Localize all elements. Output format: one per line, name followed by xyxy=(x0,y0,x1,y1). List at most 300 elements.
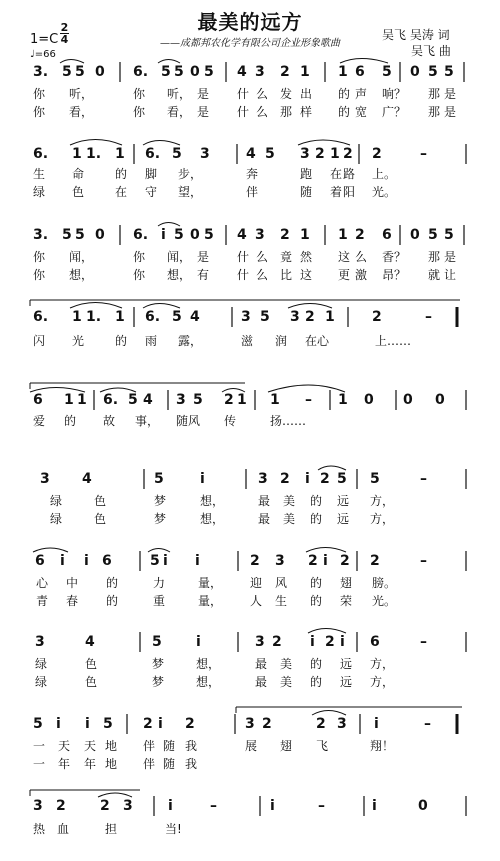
note: 1. xyxy=(86,309,102,325)
lyric-syllable: 的 xyxy=(310,594,323,608)
note: i xyxy=(163,553,168,569)
lyric-syllable: 命 xyxy=(72,167,85,181)
lyric-syllable: 竟 xyxy=(280,250,293,264)
slur xyxy=(98,793,132,797)
lyric-syllable: 润 xyxy=(275,334,288,348)
note: i xyxy=(196,634,201,650)
lyric-syllable: 绿 xyxy=(35,657,48,671)
lyric-syllable: 听， xyxy=(69,87,94,101)
lyric-syllable: 是 xyxy=(197,250,210,264)
lyric-syllable: 奔 xyxy=(246,167,259,181)
note: 1 xyxy=(270,392,280,408)
note: 3 xyxy=(255,227,265,243)
note: 5 xyxy=(260,309,270,325)
lyric-syllable: 出 xyxy=(300,87,313,101)
lyric-syllable: 色 xyxy=(85,657,98,671)
lyric-syllable: 响？ xyxy=(382,87,407,101)
lyric-syllable: 方， xyxy=(370,657,395,671)
lyric-syllable: 你 xyxy=(33,268,46,282)
note: – xyxy=(420,471,427,487)
slur xyxy=(268,385,345,392)
lyric-syllable: 跑 xyxy=(300,167,313,181)
slur xyxy=(70,303,122,309)
slur xyxy=(143,141,180,146)
score-row xyxy=(35,632,466,689)
note: 3 xyxy=(200,146,210,162)
note: 2 xyxy=(280,64,290,80)
lyric-syllable: 绿 xyxy=(35,675,48,689)
note: 0 xyxy=(403,392,413,408)
note: 1 xyxy=(330,146,340,162)
lyric-syllable: 色 xyxy=(94,494,107,508)
lyric-syllable: 上…… xyxy=(375,334,412,348)
lyric-syllable: 香？ xyxy=(382,250,407,264)
note: 6. xyxy=(133,64,149,80)
lyric-syllable: 美 xyxy=(283,494,296,508)
note: 5 xyxy=(62,64,72,80)
note: 2 xyxy=(262,716,272,732)
lyric-syllable: 扬…… xyxy=(270,414,307,428)
note: 1 xyxy=(115,146,125,162)
lyric-syllable: 远 xyxy=(337,512,350,526)
lyric-syllable: 色 xyxy=(94,512,107,526)
lyric-syllable: 的 xyxy=(115,167,128,181)
lyric-syllable: 么 xyxy=(256,268,269,282)
slur xyxy=(158,223,180,227)
lyric-syllable: 方， xyxy=(370,675,395,689)
note: 5 xyxy=(444,227,454,243)
note: – xyxy=(210,798,217,814)
note: 0 xyxy=(364,392,374,408)
lyric-syllable: 梦 xyxy=(152,675,165,689)
score-row xyxy=(33,307,457,348)
note: 4 xyxy=(85,634,95,650)
note: i xyxy=(56,716,61,732)
lyric-syllable: 什 xyxy=(237,105,250,119)
lyric-syllable: 远 xyxy=(340,657,353,671)
note: 5 xyxy=(193,392,203,408)
song-subtitle: ——成都邦农化学有限公司企业形象歌曲 xyxy=(160,38,340,49)
lyric-syllable: 随 xyxy=(163,739,176,753)
key-signature: 1=C xyxy=(30,32,59,47)
lyric-syllable: 随风 xyxy=(176,414,201,428)
lyric-syllable: 量， xyxy=(198,594,223,608)
lyric-syllable: 最 xyxy=(255,657,268,671)
lyric-syllable: 的 xyxy=(64,414,77,428)
note: 2 xyxy=(355,227,365,243)
note: 2 xyxy=(320,471,330,487)
lyric-syllable: 色 xyxy=(72,185,85,199)
lyric-syllable: 我 xyxy=(185,739,198,753)
note: 2 xyxy=(272,634,282,650)
lyric-syllable: 你 xyxy=(133,105,146,119)
note: 6. xyxy=(145,309,161,325)
note: 1 xyxy=(338,392,348,408)
note: 3 xyxy=(300,146,310,162)
lyric-syllable: 方， xyxy=(370,512,395,526)
lyric-syllable: 美 xyxy=(280,657,293,671)
note: 2 xyxy=(308,553,318,569)
lyric-syllable: 闻， xyxy=(69,250,94,264)
lyric-syllable: 是 xyxy=(444,250,457,264)
lyric-syllable: 伴 xyxy=(246,185,259,199)
note: 1 xyxy=(72,146,82,162)
note: 5 xyxy=(204,64,214,80)
note: 4 xyxy=(82,471,92,487)
score-row xyxy=(35,551,466,608)
note: 0 xyxy=(418,798,428,814)
note: 5 xyxy=(62,227,72,243)
note: 5 xyxy=(174,227,184,243)
note: i xyxy=(195,553,200,569)
lyric-syllable: 青 xyxy=(36,594,49,608)
note: i xyxy=(161,227,166,243)
note: 3 xyxy=(245,716,255,732)
lyric-syllable: 担 xyxy=(105,822,118,836)
lyric-syllable: 闻， xyxy=(167,250,192,264)
note: 2 xyxy=(305,309,315,325)
lyric-syllable: 那 xyxy=(428,105,441,119)
note: 5 xyxy=(33,716,43,732)
note: 1 xyxy=(300,64,310,80)
lyric-syllable: 就 xyxy=(428,268,441,282)
note: 5 xyxy=(172,309,182,325)
note: 5 xyxy=(174,64,184,80)
score-row xyxy=(40,469,466,526)
lyric-syllable: 心 xyxy=(36,576,49,590)
note: 5 xyxy=(150,553,160,569)
lyric-syllable: 闪 xyxy=(33,334,46,348)
slur xyxy=(298,140,350,145)
note: 6 xyxy=(382,227,392,243)
lyric-syllable: 路 xyxy=(343,167,356,181)
note: 0 xyxy=(435,392,445,408)
score-row xyxy=(33,390,466,428)
note: 3 xyxy=(241,309,251,325)
note: 1 xyxy=(338,227,348,243)
lyric-syllable: 雨 xyxy=(145,334,158,348)
note: 4 xyxy=(190,309,200,325)
score-row xyxy=(33,62,464,119)
lyric-syllable: 热 xyxy=(33,822,46,836)
lyric-syllable: 力 xyxy=(153,576,166,590)
lyric-syllable: 脚 xyxy=(145,167,158,181)
slur xyxy=(340,59,388,64)
lyric-syllable: 天 xyxy=(84,739,97,753)
lyric-syllable: 这 xyxy=(300,268,313,282)
note: – xyxy=(420,634,427,650)
lyric-syllable: 膀。 xyxy=(372,576,397,590)
lyric-syllable: 的 xyxy=(106,576,119,590)
lyric-syllable: 你 xyxy=(133,268,146,282)
lyric-syllable: 想， xyxy=(196,675,221,689)
note: 6. xyxy=(133,227,149,243)
lyric-syllable: 是 xyxy=(197,87,210,101)
lyric-syllable: 传 xyxy=(224,414,237,428)
lyric-syllable: 么 xyxy=(256,105,269,119)
composer-credit: 吴飞 曲 xyxy=(411,44,451,58)
note: 1 xyxy=(338,64,348,80)
lyric-syllable: 色 xyxy=(85,675,98,689)
note: 5 xyxy=(152,634,162,650)
lyric-syllable: 爱 xyxy=(33,414,46,428)
lyric-syllable: 想， xyxy=(69,268,94,282)
lyric-syllable: 想， xyxy=(196,657,221,671)
score-rows xyxy=(33,62,466,836)
note: 3 xyxy=(290,309,300,325)
slur xyxy=(148,549,170,553)
note: 3 xyxy=(123,798,133,814)
note: 3 xyxy=(40,471,50,487)
note: 4 xyxy=(246,146,256,162)
note: i xyxy=(60,553,65,569)
lyric-syllable: 那 xyxy=(428,87,441,101)
time-denominator: 4 xyxy=(60,33,69,46)
lyric-syllable: 让 xyxy=(444,268,457,282)
note: 2 xyxy=(325,634,335,650)
lyric-syllable: 看， xyxy=(167,105,192,119)
note: – xyxy=(305,392,312,408)
lyric-syllable: 年 xyxy=(84,757,97,771)
lyric-syllable: 飞 xyxy=(316,739,329,753)
note: 2 xyxy=(316,716,326,732)
lyric-syllable: 着 xyxy=(330,185,343,199)
note: 6 xyxy=(102,553,112,569)
note: – xyxy=(424,716,431,732)
note: 5 xyxy=(265,146,275,162)
note: 2 xyxy=(250,553,260,569)
note: 2 xyxy=(224,392,234,408)
score-row xyxy=(33,714,457,771)
note: 1 xyxy=(115,309,125,325)
note: – xyxy=(318,798,325,814)
note: 2 xyxy=(340,553,350,569)
lyric-syllable: 事， xyxy=(135,414,160,428)
note: 5 xyxy=(103,716,113,732)
time-numerator: 2 xyxy=(60,21,69,34)
lyric-syllable: 步， xyxy=(178,167,203,181)
note: 3. xyxy=(33,227,49,243)
note: 5 xyxy=(337,471,347,487)
lyric-syllable: 一 xyxy=(33,739,46,753)
lyric-syllable: 的 xyxy=(338,105,351,119)
lyric-syllable: 美 xyxy=(283,512,296,526)
lyric-syllable: 绿 xyxy=(50,512,63,526)
note: 3 xyxy=(275,553,285,569)
lyric-syllable: 绿 xyxy=(50,494,63,508)
lyric-syllable: 声 xyxy=(355,87,368,101)
note: i xyxy=(85,716,90,732)
lyric-syllable: 是 xyxy=(444,87,457,101)
slur xyxy=(143,304,180,309)
lyric-syllable: 一 xyxy=(33,757,46,771)
note: 6 xyxy=(370,634,380,650)
note: 5 xyxy=(444,64,454,80)
note: 2 xyxy=(56,798,66,814)
slur xyxy=(308,629,346,634)
note: 5 xyxy=(204,227,214,243)
note: i xyxy=(323,553,328,569)
lyric-syllable: 阳 xyxy=(343,185,356,199)
lyric-syllable: 梦 xyxy=(154,494,167,508)
note: 4 xyxy=(143,392,153,408)
note: 1 xyxy=(300,227,310,243)
lyric-syllable: 的 xyxy=(310,675,323,689)
lyric-syllable: 翅 xyxy=(340,576,353,590)
lyric-syllable: 的 xyxy=(310,512,323,526)
lyric-syllable: 故 xyxy=(103,414,116,428)
note: 6. xyxy=(103,392,119,408)
note: 5 xyxy=(428,64,438,80)
lyric-syllable: 方， xyxy=(370,494,395,508)
note: 3 xyxy=(176,392,186,408)
note: 3 xyxy=(33,798,43,814)
lyric-syllable: 是 xyxy=(197,105,210,119)
lyric-syllable: 年 xyxy=(58,757,71,771)
lyric-syllable: 在心 xyxy=(305,334,330,348)
note: 3 xyxy=(35,634,45,650)
lyric-syllable: 生 xyxy=(33,167,46,181)
note: 2 xyxy=(315,146,325,162)
note: – xyxy=(425,309,432,325)
lyric-syllable: 那 xyxy=(280,105,293,119)
score-row xyxy=(33,796,466,836)
note: 2 xyxy=(280,227,290,243)
note: 3 xyxy=(255,64,265,80)
note: 5 xyxy=(75,227,85,243)
note: 2 xyxy=(372,146,382,162)
lyric-syllable: 滋 xyxy=(241,334,254,348)
lyric-syllable: 翅 xyxy=(280,739,293,753)
lyric-syllable: 地 xyxy=(105,739,118,753)
tempo-marking: ♩=66 xyxy=(30,49,56,60)
lyric-syllable: 人 xyxy=(250,594,263,608)
lyric-syllable: 你 xyxy=(33,105,46,119)
lyric-syllable: 最 xyxy=(255,675,268,689)
lyric-syllable: 翔！ xyxy=(370,739,395,753)
note: 6 xyxy=(35,553,45,569)
score-row xyxy=(33,225,464,282)
note: 6. xyxy=(145,146,161,162)
lyric-syllable: 生 xyxy=(275,594,288,608)
lyric-syllable: 的 xyxy=(310,657,323,671)
lyric-syllable: 梦 xyxy=(152,657,165,671)
note: 5 xyxy=(382,64,392,80)
note: 0 xyxy=(410,64,420,80)
slur xyxy=(288,304,332,309)
note: – xyxy=(420,146,427,162)
lyric-syllable: 随 xyxy=(163,757,176,771)
slur xyxy=(318,466,346,470)
note: 4 xyxy=(237,227,247,243)
note: 5 xyxy=(161,64,171,80)
lyric-syllable: 更 xyxy=(338,268,351,282)
note: 6 xyxy=(33,392,43,408)
note: 2 xyxy=(280,471,290,487)
lyric-syllable: 在 xyxy=(330,167,343,181)
lyric-syllable: 的 xyxy=(338,87,351,101)
note: 5 xyxy=(128,392,138,408)
lyric-syllable: 中 xyxy=(66,576,79,590)
lyric-syllable: 天 xyxy=(58,739,71,753)
lyric-syllable: 你 xyxy=(33,87,46,101)
lyric-syllable: 是 xyxy=(444,105,457,119)
lyric-syllable: 那 xyxy=(428,250,441,264)
lyric-syllable: 荣 xyxy=(340,594,353,608)
lyric-syllable: 光。 xyxy=(372,594,397,608)
note: 0 xyxy=(95,227,105,243)
lyric-syllable: 听， xyxy=(167,87,192,101)
lyric-syllable: 最 xyxy=(258,494,271,508)
note: i xyxy=(270,798,275,814)
note: i xyxy=(305,471,310,487)
lyric-syllable: 然 xyxy=(300,250,313,264)
lyric-syllable: 么 xyxy=(256,87,269,101)
note: i xyxy=(158,716,163,732)
lyric-syllable: 我 xyxy=(185,757,198,771)
lyric-syllable: 量， xyxy=(198,576,223,590)
lyric-syllable: 么 xyxy=(355,250,368,264)
note: 4 xyxy=(237,64,247,80)
lyric-syllable: 比 xyxy=(280,268,293,282)
lyric-syllable: 绿 xyxy=(33,185,46,199)
lyric-syllable: 想， xyxy=(200,494,225,508)
lyric-syllable: 伴 xyxy=(143,739,156,753)
note: 6 xyxy=(355,64,365,80)
lyric-syllable: 当! xyxy=(165,822,182,836)
lyric-syllable: 什 xyxy=(237,87,250,101)
lyric-syllable: 望， xyxy=(178,185,203,199)
note: i xyxy=(372,798,377,814)
note: 0 xyxy=(190,227,200,243)
lyric-syllable: 远 xyxy=(337,494,350,508)
note: – xyxy=(420,553,427,569)
note: 2 xyxy=(343,146,353,162)
lyric-syllable: 有 xyxy=(197,268,210,282)
lyric-syllable: 想， xyxy=(167,268,192,282)
note: 1 xyxy=(64,392,74,408)
note: 3 xyxy=(255,634,265,650)
note: i xyxy=(168,798,173,814)
note: i xyxy=(340,634,345,650)
lyric-syllable: 展 xyxy=(245,739,258,753)
lyric-syllable: 风 xyxy=(275,576,288,590)
note: i xyxy=(310,634,315,650)
slur xyxy=(60,60,84,64)
song-title: 最美的远方 xyxy=(197,10,303,34)
lyric-syllable: 重 xyxy=(153,594,166,608)
lyric-syllable: 地 xyxy=(105,757,118,771)
note: 1 xyxy=(325,309,335,325)
lyric-syllable: 你 xyxy=(133,87,146,101)
lyric-syllable: 的 xyxy=(115,334,128,348)
lyric-syllable: 最 xyxy=(258,512,271,526)
lyric-syllable: 么 xyxy=(256,250,269,264)
note: 3 xyxy=(337,716,347,732)
lyric-syllable: 伴 xyxy=(143,757,156,771)
lyric-syllable: 的 xyxy=(310,494,323,508)
note: i xyxy=(200,471,205,487)
lyric-syllable: 血 xyxy=(57,822,70,836)
lyric-syllable: 守 xyxy=(145,185,158,199)
note: 2 xyxy=(100,798,110,814)
note: 6. xyxy=(33,146,49,162)
slur xyxy=(33,548,68,552)
note: 0 xyxy=(410,227,420,243)
note: 1 xyxy=(237,392,247,408)
note: 5 xyxy=(370,471,380,487)
note: 0 xyxy=(95,64,105,80)
